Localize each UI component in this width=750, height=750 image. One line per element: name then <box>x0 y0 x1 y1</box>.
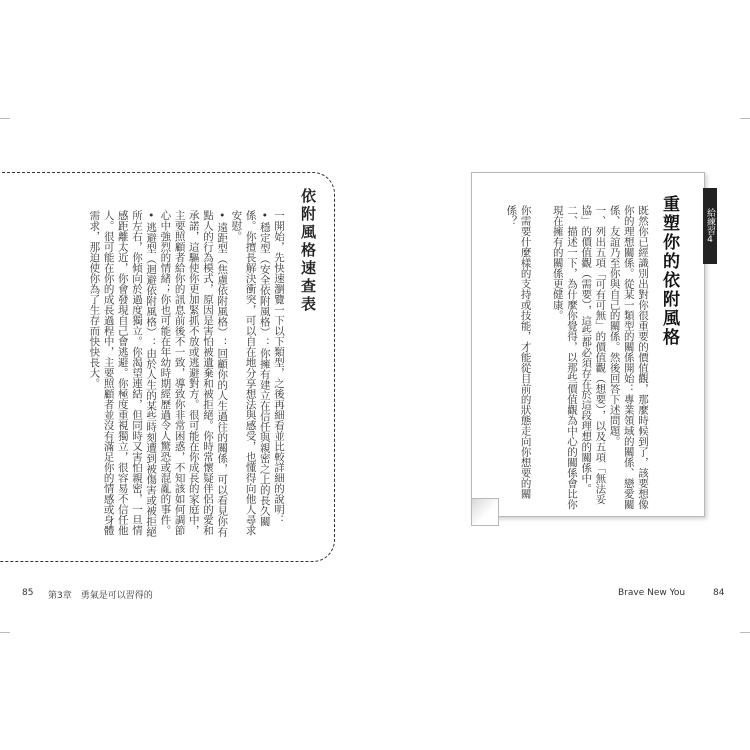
right-paragraph: 你需要什麼樣的支持或技能，才能從目前的狀態走向你想要的關係？ <box>505 205 532 499</box>
right-page-body <box>485 205 650 510</box>
right-page-title: 重塑你的依附風格 <box>659 195 679 347</box>
left-paragraph: •逃避型（迴避依附風格）：由於人生的某些時刻遭到被傷害或被拒絕所左右，你傾向於過度獨立。你渴望連結，但同時又害怕親密，一旦情感距離太近，你會發現自己會逃避。你極度重視獨立，很容易不信任他人。很可能在你的成長過程中，主要照顧者並沒有滿足你的情感或身體需求，那迫使你為了生存而快快長大。 <box>88 210 158 537</box>
crop-mark <box>740 632 750 633</box>
left-page-body <box>88 210 286 540</box>
left-page-number: 85 <box>22 588 34 598</box>
left-paragraph: •遠距型（焦慮依附風格）：回顧你的人生過往的關係，可以看見你有點人的行為模式，原因是害怕被遺棄和被拒絕。你時常懷疑伴侶的愛和承諾，這驅使你更加緊抓不放或逃避對方。很可能在你成長的家庭中，主要照顧者給你的訊息前後不一致，導致你非常困惑，不知該如何調節心中強烈的情緒；你也可能在年幼時期經歷過令人驚恐或混亂的事件。 <box>159 210 229 537</box>
left-page-title: 依附風格速查表 <box>299 188 317 314</box>
right-book-title: Brave New You <box>618 588 686 598</box>
right-page-number: 84 <box>713 588 725 598</box>
left-paragraph: 一開始，先快速瀏覽一下以下類型，之後再細看並比較詳細的說明： <box>273 210 285 525</box>
left-chapter-label: 第3章 勇氣是可以習得的 <box>48 591 153 601</box>
right-paragraph: 既然你已經識別出對你很重要的價值觀，那麼時候到了，該要想像你的理想關係。從某一類型的關係開始：專業領域的關係、戀愛關係、友誼乃至你與自己的關係。然後回答下述問題。 <box>608 205 649 510</box>
right-paragraph: 二、描述一下，為什麼你覺得，以那些價值觀為中心的關係會比你現在擁有的關係更健康。 <box>551 205 578 510</box>
crop-mark <box>0 632 10 633</box>
crop-mark <box>740 118 750 119</box>
left-paragraph: •穩定型（安全依附風格）：你擁有建立在信任與親密之上的長久關係。你擅長解決衝突，可以自在地分享想法與感受，也懂得向他人尋求安慰。 <box>230 210 271 536</box>
exercise-tab: 給練習4 <box>703 188 717 264</box>
crop-mark <box>0 118 10 119</box>
right-paragraph: 一、列出五項「可有可無」的價值觀（想要），以及五項「無法妥協」的價值觀（需要），這些都必須存在於這段理想的關係中。 <box>580 205 607 505</box>
